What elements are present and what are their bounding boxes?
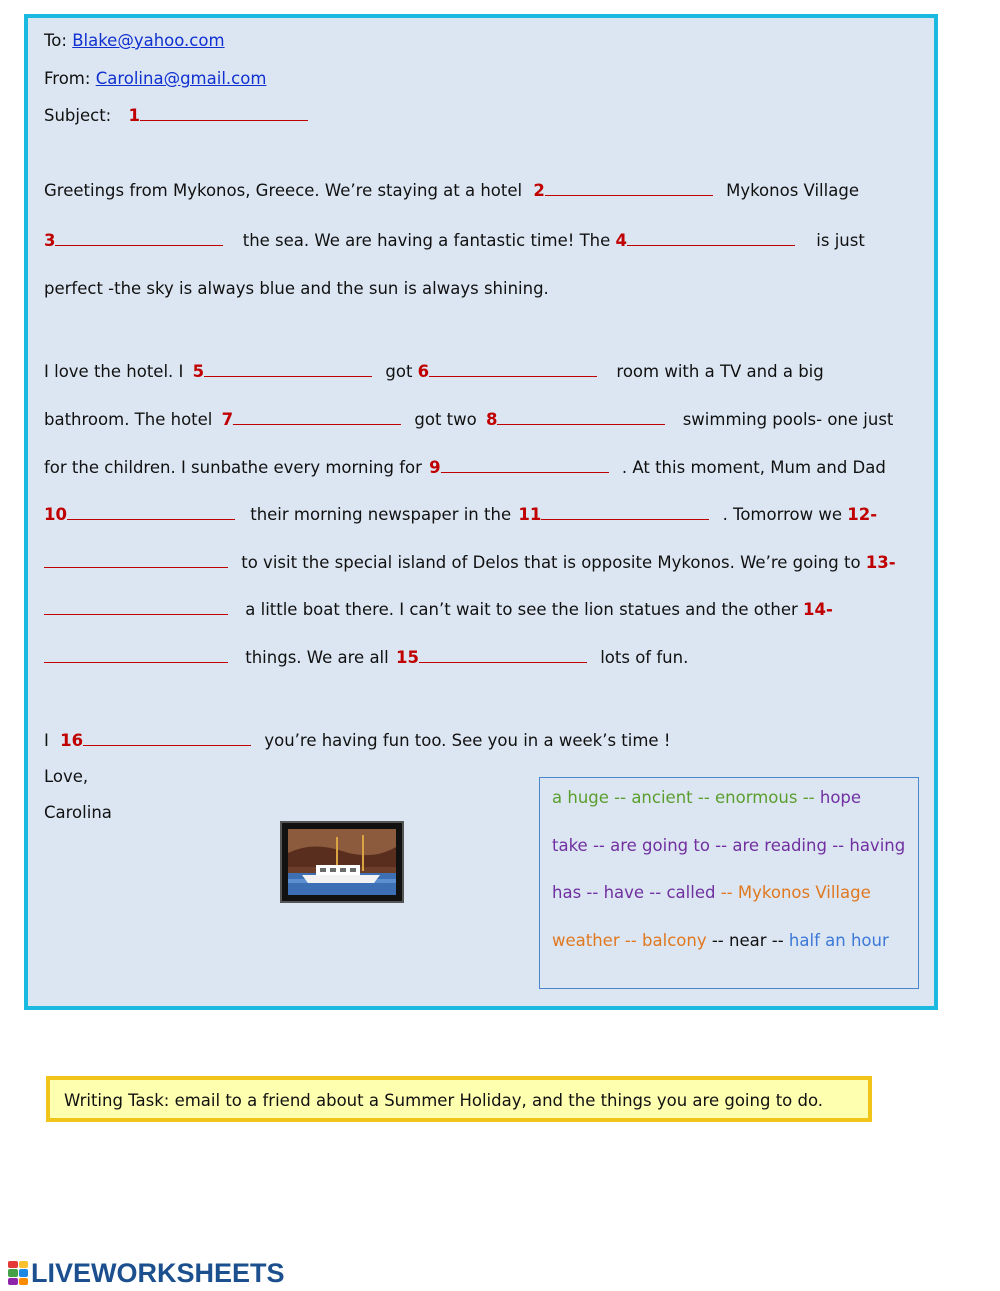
word-option[interactable]: are reading -- [732,836,845,855]
paragraph1-line1 [44,180,859,202]
answer-blank-10[interactable] [67,504,235,520]
text-segment: swimming pools- one just [682,410,894,429]
boat-photo [280,821,404,903]
blank-number-6: 6 [417,362,430,381]
text-segment: room with a TV and a big [616,362,824,381]
blank-number-7: 7 [221,410,234,429]
text-segment: . Tomorrow we [722,505,842,524]
blank-number-15: 15 [395,648,419,667]
blank-number-2: 2 [533,181,545,200]
from-line [44,68,266,90]
logo-text: LIVEWORKSHEETS [31,1257,285,1288]
word-option[interactable]: enormous -- [715,788,815,807]
from-email-link[interactable]: Carolina@gmail.com [95,69,267,88]
blank-number-3: 3 [44,231,56,250]
text-segment: for the children. I sunbathe every morning for [44,458,422,477]
paragraph3-line1 [44,730,670,752]
paragraph1-line2 [44,230,865,252]
to-email-link[interactable]: Blake@yahoo.com [72,31,225,50]
word-option[interactable]: ancient -- [631,788,710,807]
to-label: To: [44,31,67,50]
word-option[interactable]: -- have -- [586,883,662,902]
closing: Love, [44,767,89,786]
paragraph2-line1 [44,361,824,383]
subject-line [44,105,308,127]
paragraph2-line3 [44,457,886,479]
word-bank-row-4 [552,931,889,950]
word-option: -- [720,883,733,902]
blank-number-11: 11 [518,505,542,524]
blank-number-16: 16 [60,731,84,750]
answer-blank-8[interactable] [497,409,665,425]
paragraph2-line4 [44,504,877,526]
text-segment: their morning newspaper in the [250,505,512,524]
answer-blank-2[interactable] [545,180,713,196]
text-segment: Greetings from Mykonos, Greece. We’re staying at a hotel [44,181,523,200]
blank-number-8: 8 [485,410,498,429]
word-option[interactable]: half an hour [788,931,889,950]
paragraph1-line3 [44,278,549,300]
word-option[interactable]: are going to -- [610,836,728,855]
text-segment: to visit the special island of Delos that is opposite Mykonos. We’re going to [241,553,861,572]
text-segment: bathroom. The hotel [44,410,213,429]
text-segment: . At this moment, Mum and Dad [621,458,886,477]
text-segment: Mykonos Village [726,181,859,200]
word-bank-row-3 [552,883,871,902]
text-segment: I love the hotel. I [44,362,184,381]
email-panel [24,14,938,1010]
word-option[interactable]: near -- [729,931,784,950]
logo-grid-icon [8,1261,28,1285]
writing-task-box [46,1076,872,1122]
text-segment: a little boat there. I can’t wait to see the lion statues and the other [245,600,798,619]
subject-label: Subject: [44,106,112,125]
blank-number-10: 10 [44,505,67,524]
word-bank [539,777,919,989]
answer-blank-4[interactable] [627,230,795,246]
answer-blank-7[interactable] [233,409,401,425]
text-segment: things. We are all [245,648,389,667]
blank-number-1: 1 [128,106,140,125]
word-bank-row-2 [552,836,905,855]
blank-number-5: 5 [192,362,205,381]
answer-blank-11[interactable] [541,504,709,520]
text-segment: the sea. We are having a fantastic time! The [242,231,611,250]
word-option[interactable]: take -- [552,836,605,855]
text-segment: perfect -the sky is always blue and the sun is always shining. [44,279,549,298]
answer-blank-1[interactable] [140,105,308,121]
answer-blank-13[interactable] [44,599,228,615]
paragraph2-line7 [44,647,688,669]
to-line [44,30,225,52]
answer-blank-5[interactable] [204,361,372,377]
from-label: From: [44,69,91,88]
boat-image [282,823,402,901]
word-option[interactable]: Mykonos Village [737,883,871,902]
answer-blank-6[interactable] [429,361,597,377]
paragraph2-line2 [44,409,893,431]
answer-blank-12[interactable] [44,552,228,568]
blank-number-12: 12- [847,505,878,524]
paragraph2-line5 [44,552,896,574]
answer-blank-16[interactable] [83,730,251,746]
paragraph2-line6 [44,599,833,621]
answer-blank-9[interactable] [441,457,609,473]
text-segment: lots of fun. [600,648,689,667]
word-option[interactable]: called [666,883,716,902]
blank-number-9: 9 [429,458,441,477]
word-option[interactable]: hope [819,788,862,807]
answer-blank-14[interactable] [44,647,228,663]
text-segment: got [385,362,413,381]
word-option[interactable]: having [849,836,906,855]
blank-number-14: 14- [803,600,833,619]
text-segment: you’re having fun too. See you in a week’s time ! [264,731,671,750]
blank-number-13: 13- [865,553,896,572]
word-option[interactable]: weather -- [552,931,637,950]
word-option[interactable]: a huge -- [552,788,627,807]
text-segment: is just [816,231,865,250]
text-segment: got two [414,410,477,429]
writing-task-text: Writing Task: email to a friend about a Summer Holiday, and the things you are going to do. [64,1091,824,1110]
word-option[interactable]: balcony [642,931,707,950]
text-segment: I [44,731,49,750]
word-option: -- [711,931,724,950]
signature: Carolina [44,803,112,822]
liveworksheets-logo [8,1259,285,1287]
blank-number-4: 4 [615,231,628,250]
word-bank-row-1 [552,788,861,807]
answer-blank-3[interactable] [55,230,223,246]
answer-blank-15[interactable] [419,647,587,663]
word-option[interactable]: has [552,883,582,902]
